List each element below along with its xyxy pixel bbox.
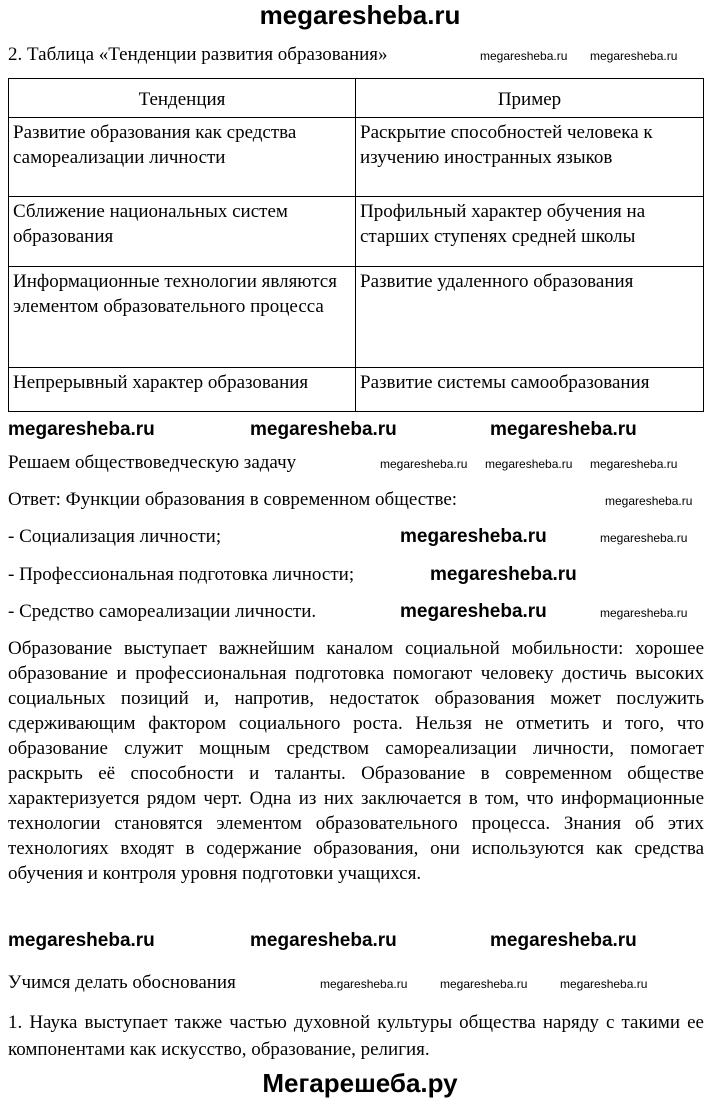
watermark: megaresheba.ru xyxy=(490,419,637,440)
watermark: megaresheba.ru xyxy=(600,606,688,620)
section-text: 1. Наука выступает также частью духовной культуры общества наряду с такими ее компонентами как искусство, образование, религия. xyxy=(8,1012,704,1060)
example-cell: Развитие системы самообразования xyxy=(356,368,704,412)
trend-cell: Информационные технологии являются элементом образовательного процесса xyxy=(9,267,356,368)
list-item: - Средство самореализации личности. xyxy=(8,601,317,622)
watermark: megaresheba.ru xyxy=(250,930,397,951)
watermark: megaresheba.ru xyxy=(480,49,568,63)
task-heading: Решаем обществоведческую задачу xyxy=(8,452,297,473)
column-header-trend: Тенденция xyxy=(9,79,356,118)
answer-intro: Ответ: Функции образования в современном обществе: xyxy=(8,489,458,510)
trend-cell: Развитие образования как средства самореализации личности xyxy=(9,118,356,197)
table-row xyxy=(9,267,704,368)
watermark: megaresheba.ru xyxy=(590,457,678,471)
watermark: megaresheba.ru xyxy=(320,977,408,991)
watermark: megaresheba.ru xyxy=(8,419,155,440)
trend-cell: Непрерывный характер образования xyxy=(9,368,356,412)
example-cell: Раскрытие способностей человека к изучению иностранных языков xyxy=(356,118,704,197)
watermark: megaresheba.ru xyxy=(380,457,468,471)
section-heading: Учимся делать обоснования xyxy=(8,972,236,993)
table-title: 2. Таблица «Тенденции развития образования» xyxy=(8,44,388,65)
watermark: megaresheba.ru xyxy=(605,494,693,508)
watermark: megaresheba.ru xyxy=(440,977,528,991)
trend-cell: Сближение национальных систем образования xyxy=(9,197,356,267)
watermark: megaresheba.ru xyxy=(485,457,573,471)
watermark: megaresheba.ru xyxy=(250,419,397,440)
example-cell: Профильный характер обучения на старших ступенях средней школы xyxy=(356,197,704,267)
watermark: megaresheba.ru xyxy=(600,531,688,545)
trends-table xyxy=(8,78,704,412)
watermark: megaresheba.ru xyxy=(400,601,547,622)
example-cell: Развитие удаленного образования xyxy=(356,267,704,368)
watermark: megaresheba.ru xyxy=(590,49,678,63)
watermark: megaresheba.ru xyxy=(8,930,155,951)
table-row xyxy=(9,368,704,412)
table-row xyxy=(9,197,704,267)
list-item: - Профессиональная подготовка личности; xyxy=(8,564,355,585)
watermark: megaresheba.ru xyxy=(490,930,637,951)
site-header: megaresheba.ru xyxy=(259,0,461,30)
table-row xyxy=(9,118,704,197)
column-header-example: Пример xyxy=(356,79,704,118)
site-footer: Мегарешеба.ру xyxy=(262,1068,458,1098)
table-header-row xyxy=(9,79,704,118)
watermark: megaresheba.ru xyxy=(400,526,547,547)
watermark: megaresheba.ru xyxy=(560,977,648,991)
list-item: - Социализация личности; xyxy=(8,526,222,547)
watermark: megaresheba.ru xyxy=(430,564,577,585)
answer-paragraph: Образование выступает важнейшим каналом социальной мобильности: хорошее образование и профессиональная подготовка помогают человеку достичь высоких социальных позиций и, напротив, недостаток образования может послужить сдерживающим фактором социального роста. Нельзя не отметить и того, что образование служит мощным средством самореализации личности, помогает раскрыть её способности и таланты. Образование в современном обществе характеризуется рядом черт. Одна из них заключается в том, что информационные технологии становятся элементом образовательного процесса. Знания об этих технологиях входят в содержание образования, они используются как средства обучения и контроля уровня подготовки учащихся. xyxy=(8,638,704,884)
